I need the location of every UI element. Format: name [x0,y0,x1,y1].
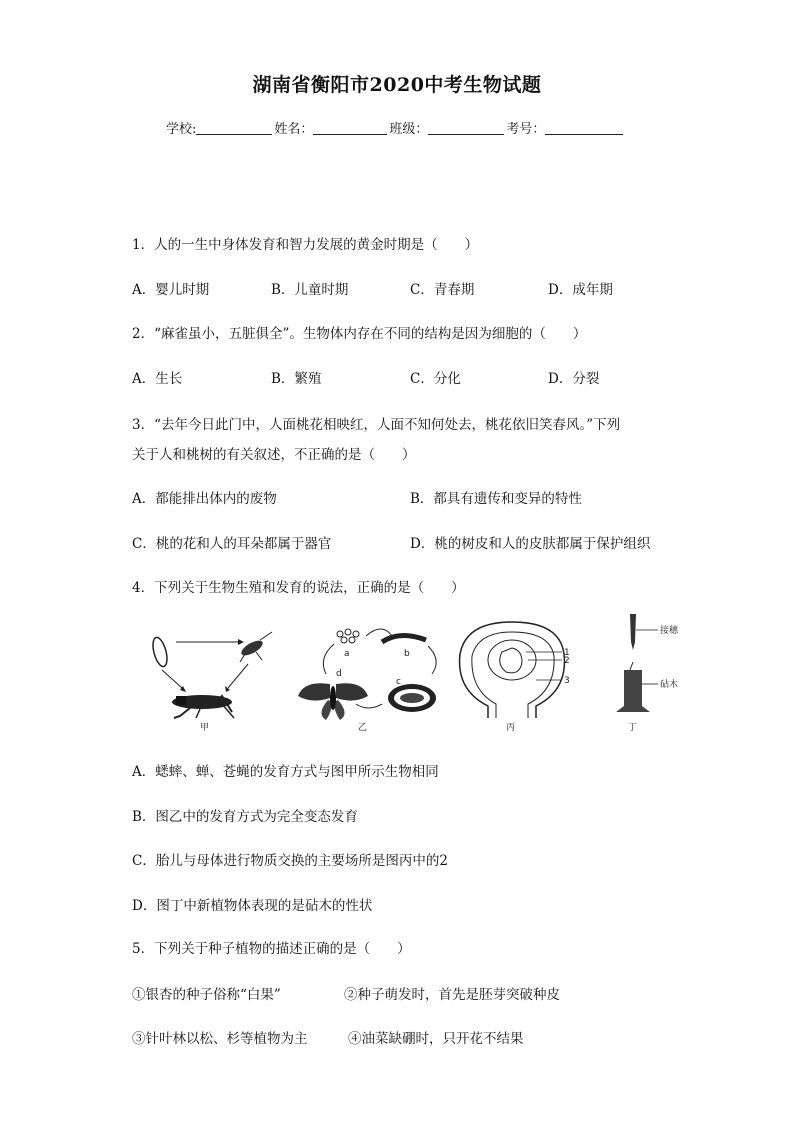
rootstock-icon [616,670,650,712]
label-bing: 丙 [506,723,516,733]
question-5-item-1: ①银杏的种子俗称“白果” [132,987,281,1003]
panel-yi [298,629,436,733]
exam-number-blank [545,121,623,135]
name-blank [313,121,387,135]
question-4-option-a: A．蟋蟀、蝉、苍蝇的发育方式与图甲所示生物相同 [132,764,439,780]
question-2-stem: 2．“麻雀虽小，五脏俱全”。生物体内存在不同的结构是因为细胞的（ ） [132,326,587,342]
student-info-line [166,118,625,137]
label-jia: 甲 [200,723,210,733]
question-1-stem: 1．人的一生中身体发育和智力发展的黄金时期是（ ） [132,237,479,253]
page-title: 湖南省衡阳市2020中考生物试题 [252,74,542,96]
label-ding: 丁 [628,723,638,733]
nymph-icon [239,632,272,662]
panel-ding [616,614,679,733]
label-b: b [404,649,410,659]
question-5-item-4: ④油菜缺硼时，只开花不结果 [348,1031,524,1047]
panel-bing [460,622,570,733]
label-a: a [344,649,350,659]
arrow-head-icon [238,639,244,645]
question-4-option-d: D．图丁中新植物体表现的是砧木的性状 [132,898,373,914]
question-5-item-2: ②种子萌发时，首先是胚芽突破种皮 [344,987,560,1003]
question-3-option-c: C．桃的花和人的耳朵都属于器官 [132,536,332,552]
question-2-options [132,367,692,385]
moth-icon [298,683,368,720]
question-1-option-b: B．儿童时期 [271,282,349,298]
question-4-stem: 4．下列关于生物生殖和发育的说法，正确的是（ ） [132,580,465,596]
question-2-option-a: A．生长 [132,371,183,387]
question-4-option-c: C．胎儿与母体进行物质交换的主要场所是图丙中的2 [132,853,448,869]
label-2: 2 [564,656,570,666]
question-2-option-d: D．分裂 [548,371,600,387]
class-blank [428,121,504,135]
question-1-option-d: D．成年期 [548,282,613,298]
label-d: d [336,669,342,679]
label-1: 1 [564,648,570,658]
question-4-option-b: B．图乙中的发育方式为完全变态发育 [132,809,358,825]
exam-number-label: 考号： [506,122,546,137]
school-blank [196,121,272,135]
fetus-icon [500,648,522,673]
question-5-stem: 5．下列关于种子植物的描述正确的是（ ） [132,941,411,957]
question-5-item-3: ③针叶林以松、杉等植物为主 [132,1031,308,1047]
panel-jia [150,632,272,733]
uterus-outline [460,622,565,718]
egg-cluster-icon [337,629,359,643]
class-label: 班级： [389,122,429,137]
label-scion: 接穗 [660,626,679,636]
question-1-option-c: C．青春期 [410,282,475,298]
grasshopper-icon [172,695,234,718]
reproduction-diagram [130,612,690,742]
question-3-stem-line-1: 3．“去年今日此门中，人面桃花相映红，人面不知何处去，桃花依旧笑春风。”下列 [132,417,621,433]
scion-icon [630,614,636,650]
question-1-options [132,278,692,296]
label-c: c [396,677,401,687]
egg-icon [150,636,169,668]
name-label: 姓名： [274,122,314,137]
question-3-stem-line-2: 关于人和桃树的有关叙述，不正确的是（ ） [132,447,416,463]
question-1-option-a: A．婴儿时期 [132,282,210,298]
larva-icon [382,635,426,642]
question-3-option-b: B．都具有遗传和变异的特性 [410,491,582,507]
cocoon-icon [388,684,436,712]
label-rootstock: 砧木 [660,680,679,690]
school-label: 学校: [166,122,197,137]
label-yi: 乙 [358,723,368,733]
question-3-option-a: A．都能排出体内的废物 [132,491,277,507]
question-2-option-c: C．分化 [410,371,461,387]
question-3-option-d: D．桃的树皮和人的皮肤都属于保护组织 [410,536,651,552]
label-3: 3 [564,676,570,686]
reproduction-figure [130,612,690,742]
question-2-option-b: B．繁殖 [271,371,322,387]
